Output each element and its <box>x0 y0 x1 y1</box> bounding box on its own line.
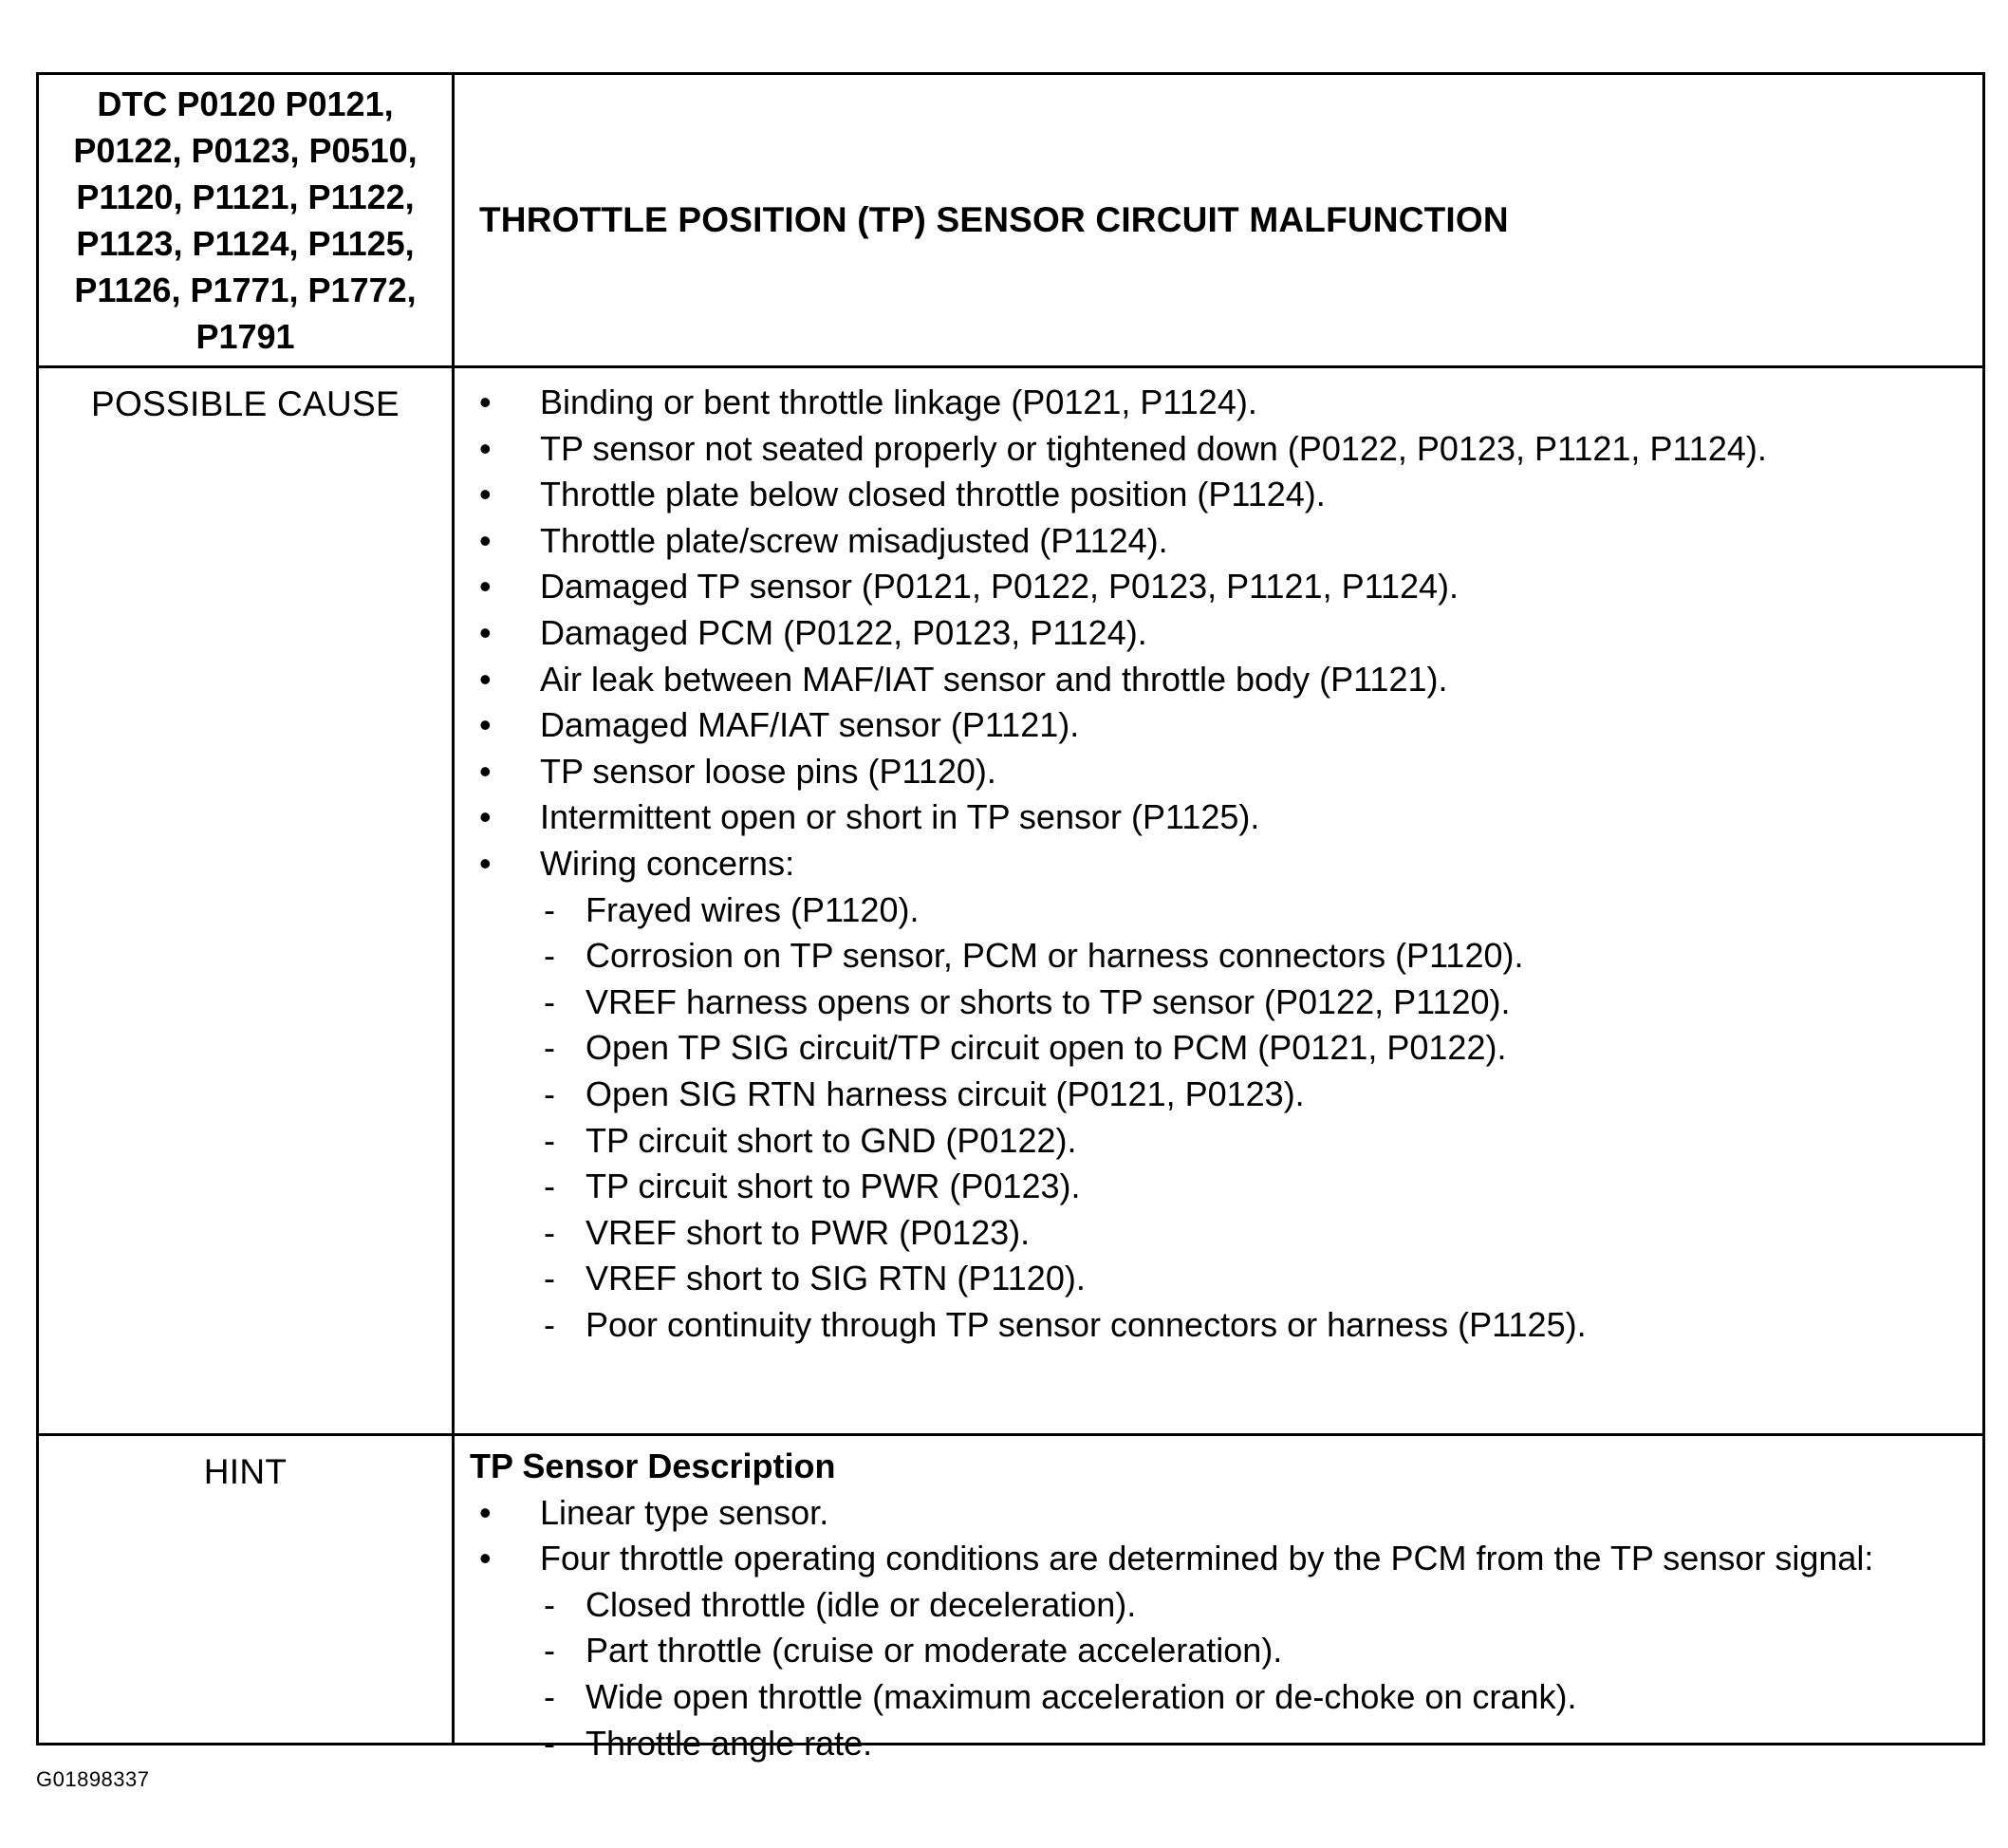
sub-list-item-text: Poor continuity through TP sensor connectors or harness (P1125). <box>586 1304 1587 1344</box>
possible-cause-content-cell <box>455 368 1982 1433</box>
sub-list-item <box>540 1628 1973 1674</box>
list-item-text: Damaged PCM (P0122, P0123, P1124). <box>540 612 1147 652</box>
list-item-text: Intermittent open or short in TP sensor (P1125). <box>540 797 1260 837</box>
sub-list-item <box>540 1210 1973 1257</box>
title-cell <box>455 75 1982 365</box>
bullet-marker: • <box>479 428 492 468</box>
possible-cause-label: POSSIBLE CAUSE <box>91 384 400 423</box>
dtc-codes-cell <box>39 75 455 365</box>
list-item <box>470 610 1973 657</box>
page-title: THROTTLE POSITION (TP) SENSOR CIRCUIT MALFUNCTION <box>479 200 1509 239</box>
dash-marker: - <box>544 1028 555 1068</box>
hint-list <box>470 1490 1973 1767</box>
list-item-text: TP sensor not seated properly or tightened down (P0122, P0123, P1121, P1124). <box>540 428 1767 468</box>
bullet-marker: • <box>479 612 492 652</box>
dash-marker: - <box>544 1120 555 1160</box>
wiring-concerns-list <box>540 887 1973 1349</box>
bullet-marker: • <box>479 1539 492 1578</box>
table-header-row <box>39 75 1982 368</box>
list-item <box>470 1536 1973 1766</box>
list-item-text: Binding or bent throttle linkage (P0121, P1124). <box>540 383 1257 421</box>
bullet-marker: • <box>479 843 492 883</box>
list-item-text: Damaged TP sensor (P0121, P0122, P0123, P1121, P1124). <box>540 567 1459 607</box>
dtc-table <box>36 72 1985 1763</box>
hint-label: HINT <box>203 1452 288 1491</box>
list-item <box>470 380 1973 426</box>
sub-list-item-text: Closed throttle (idle or deceleration). <box>586 1584 1137 1624</box>
sub-list-item-text: VREF harness opens or shorts to TP sensor (P0122, P1120). <box>586 981 1511 1021</box>
hint-label-cell <box>39 1436 455 1745</box>
dtc-codes-line: DTC P0120 P0121, <box>97 84 394 123</box>
sub-list-item-text: Open TP SIG circuit/TP circuit open to PCM (P0121, P0122). <box>586 1028 1507 1068</box>
bullet-marker: • <box>479 520 492 560</box>
dtc-codes-line: P1791 <box>195 317 295 356</box>
dtc-codes-line: P0122, P0123, P0510, <box>73 131 418 170</box>
list-item <box>470 472 1973 518</box>
sub-list-item <box>540 1674 1973 1721</box>
list-item <box>470 794 1973 841</box>
sub-list-item <box>540 1256 1973 1302</box>
sub-list-item <box>540 1072 1973 1118</box>
sub-list-item-text: TP circuit short to GND (P0122). <box>586 1120 1077 1160</box>
hint-content-cell <box>455 1436 1982 1763</box>
dtc-codes-line: P1126, P1771, P1772, <box>74 271 417 309</box>
sub-list-item-text: VREF short to SIG RTN (P1120). <box>586 1259 1086 1298</box>
sub-list-item <box>540 1582 1973 1629</box>
sub-list-item-text: Open SIG RTN harness circuit (P0121, P0123). <box>586 1073 1305 1113</box>
list-item <box>470 564 1973 610</box>
hint-content <box>470 1444 1973 1766</box>
dash-marker: - <box>544 936 555 976</box>
sub-list-item <box>540 1302 1973 1349</box>
list-item <box>470 426 1973 473</box>
possible-cause-label-cell <box>39 368 455 1433</box>
list-item-text: Four throttle operating conditions are determined by the PCM from the TP sensor signal: <box>540 1539 1874 1578</box>
list-item-text: Throttle plate below closed throttle position (P1124). <box>540 475 1326 514</box>
dash-marker: - <box>544 1167 555 1206</box>
dash-marker: - <box>544 1723 555 1763</box>
sub-list-item <box>540 887 1973 934</box>
dtc-codes-line: P1120, P1121, P1122, <box>76 177 415 216</box>
list-item-text: TP sensor loose pins (P1120). <box>540 751 996 791</box>
sub-list-item-text: TP circuit short to PWR (P0123). <box>586 1167 1081 1206</box>
list-item <box>470 841 1973 1349</box>
dtc-codes-line: P1123, P1124, P1125, <box>76 224 415 263</box>
list-item-text: Throttle plate/screw misadjusted (P1124). <box>540 520 1168 560</box>
sub-list-item-text: Throttle angle rate. <box>586 1723 873 1763</box>
throttle-conditions-list <box>540 1582 1973 1766</box>
bullet-marker: • <box>479 797 492 837</box>
sub-list-item <box>540 1118 1973 1165</box>
possible-cause-content <box>470 380 1973 1348</box>
possible-cause-list <box>470 380 1973 1348</box>
list-item-text: Damaged MAF/IAT sensor (P1121). <box>540 705 1080 745</box>
list-item-text: Linear type sensor. <box>540 1492 829 1532</box>
dtc-codes <box>56 75 436 360</box>
dash-marker: - <box>544 1304 555 1344</box>
dash-marker: - <box>544 981 555 1021</box>
hint-row <box>39 1436 1982 1763</box>
bullet-marker: • <box>479 705 492 745</box>
list-item-text: Wiring concerns: <box>540 843 795 883</box>
possible-cause-row <box>39 368 1982 1436</box>
figure-id: G01898337 <box>36 1767 150 1791</box>
bullet-marker: • <box>479 567 492 607</box>
list-item <box>470 749 1973 795</box>
bullet-marker: • <box>479 751 492 791</box>
sub-list-item-text: VREF short to PWR (P0123). <box>586 1212 1031 1252</box>
bullet-marker: • <box>479 659 492 699</box>
sub-list-item <box>540 1721 1973 1767</box>
list-item <box>470 702 1973 749</box>
list-item <box>470 518 1973 565</box>
sub-list-item-text: Wide open throttle (maximum acceleration or de-choke on crank). <box>586 1676 1577 1716</box>
sub-list-item-text: Part throttle (cruise or moderate acceleration). <box>586 1631 1283 1671</box>
dash-marker: - <box>544 1212 555 1252</box>
dash-marker: - <box>544 889 555 929</box>
dash-marker: - <box>544 1676 555 1716</box>
sub-list-item <box>540 1164 1973 1210</box>
hint-heading: TP Sensor Description <box>470 1447 836 1485</box>
sub-list-item <box>540 1025 1973 1072</box>
dash-marker: - <box>544 1584 555 1624</box>
bullet-marker: • <box>479 475 492 514</box>
list-item <box>470 1490 1973 1537</box>
sub-list-item-text: Frayed wires (P1120). <box>586 889 920 929</box>
bullet-marker: • <box>479 383 492 421</box>
dash-marker: - <box>544 1259 555 1298</box>
sub-list-item-text: Corrosion on TP sensor, PCM or harness connectors (P1120). <box>586 936 1524 976</box>
bullet-marker: • <box>479 1492 492 1532</box>
dash-marker: - <box>544 1631 555 1671</box>
list-item-text: Air leak between MAF/IAT sensor and throttle body (P1121). <box>540 659 1448 699</box>
list-item <box>470 657 1973 703</box>
dash-marker: - <box>544 1073 555 1113</box>
sub-list-item <box>540 933 1973 980</box>
sub-list-item <box>540 980 1973 1026</box>
